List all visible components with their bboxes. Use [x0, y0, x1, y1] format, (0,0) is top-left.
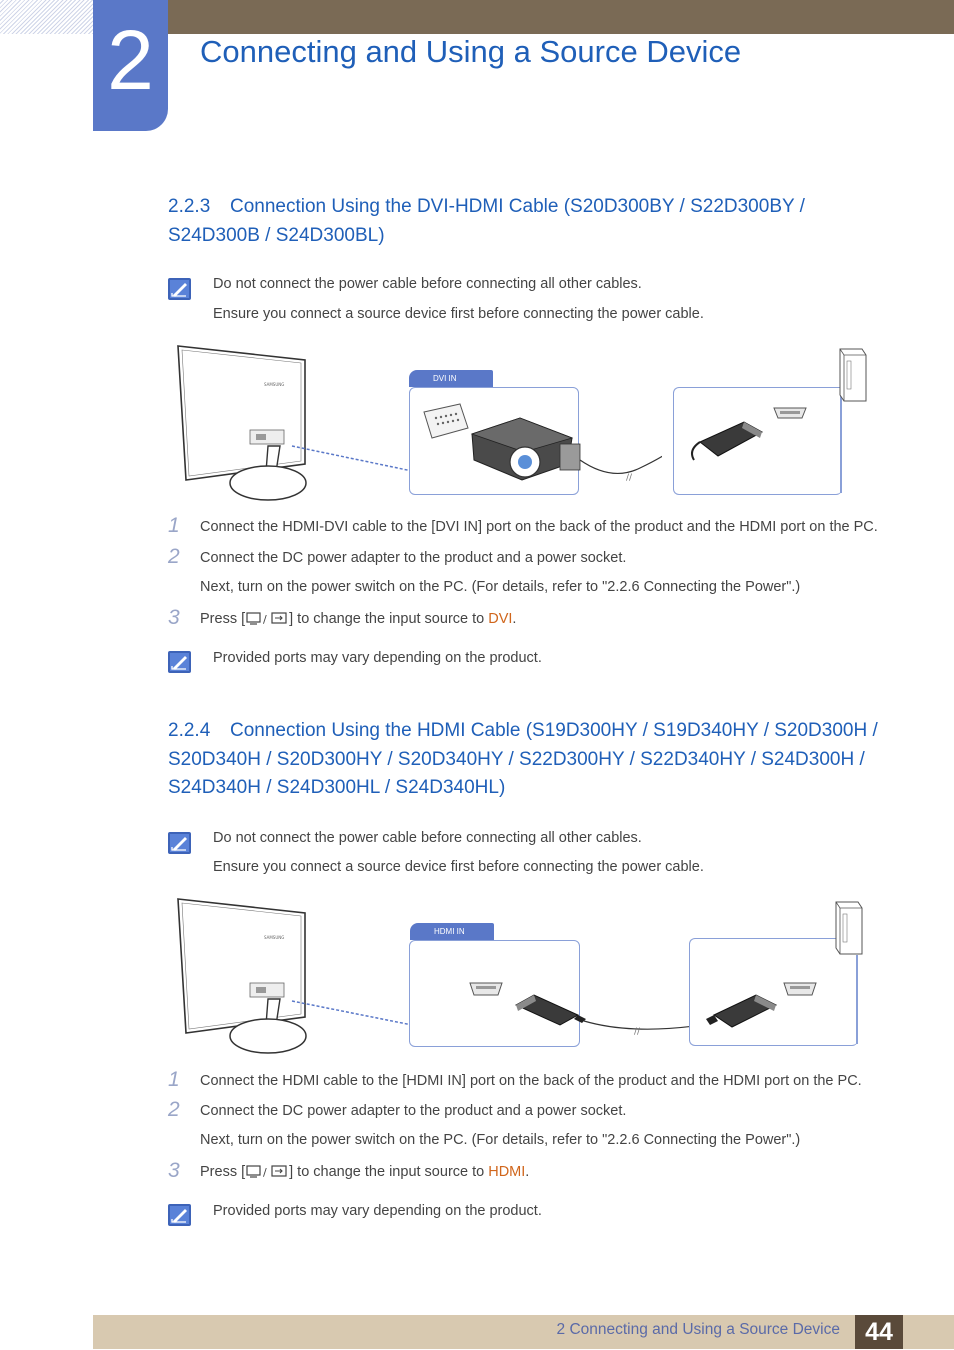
connection-dashed-line — [290, 440, 415, 475]
footer-chapter-text: 2 Connecting and Using a Source Device — [556, 1321, 840, 1338]
source-button-icon — [245, 611, 289, 626]
step-text-end: . — [525, 1164, 530, 1180]
svg-text:/: / — [263, 1166, 267, 1179]
step-subtext: Next, turn on the power switch on the PC. (For details, refer to "2.2.6 Connecting the Power".) — [200, 579, 801, 595]
note-icon — [168, 278, 191, 300]
note-text: Do not connect the power cable before connecting all other cables. — [213, 276, 642, 292]
pc-tower-illustration — [830, 900, 866, 956]
hdmi-plug-illustration — [700, 975, 825, 1035]
step-number: 3 — [168, 606, 180, 629]
step-number: 1 — [168, 514, 180, 537]
step-number: 2 — [168, 1098, 180, 1121]
note-text: Do not connect the power cable before connecting all other cables. — [213, 830, 642, 846]
connection-dashed-line — [290, 995, 415, 1030]
step-text: Connect the DC power adapter to the product and a power socket. — [200, 550, 627, 566]
section-number: 2.2.3 — [168, 196, 211, 217]
step-text: Connect the DC power adapter to the product and a power socket. — [200, 1103, 627, 1119]
section-title-text: Connection Using the DVI-HDMI Cable (S20D300BY / S22D300BY / S24D300B / S24D300BL) — [168, 196, 805, 246]
step-number: 2 — [168, 545, 180, 568]
pc-tower-illustration — [834, 347, 870, 403]
header-hatch-pattern — [0, 0, 93, 34]
pc-panel-edge — [856, 955, 858, 1044]
note-text: Provided ports may vary depending on the product. — [213, 1203, 542, 1219]
note-icon — [168, 832, 191, 854]
svg-text://: // — [626, 473, 633, 483]
chapter-title: Connecting and Using a Source Device — [200, 34, 742, 69]
step-text: Connect the HDMI-DVI cable to the [DVI IN] port on the back of the product and the HDMI port on the PC. — [200, 519, 878, 535]
step-text-suffix: ] to change the input source to — [289, 1164, 489, 1180]
port-tab-dvi-in: DVI IN — [409, 370, 493, 387]
port-tab-hdmi-in: HDMI IN — [410, 923, 494, 940]
step-subtext: Next, turn on the power switch on the PC. (For details, refer to "2.2.6 Connecting the Power".) — [200, 1132, 801, 1148]
monitor-brand-label: SAMSUNG — [264, 935, 285, 940]
input-source-hdmi: HDMI — [488, 1164, 526, 1180]
svg-text:/: / — [263, 613, 267, 626]
step-text — [200, 611, 516, 627]
step-text-prefix: Press [ — [200, 1164, 246, 1180]
section-title-2-2-3 — [168, 193, 888, 250]
step-number: 1 — [168, 1068, 180, 1091]
section-number: 2.2.4 — [168, 720, 211, 741]
hdmi-cable-illustration — [412, 955, 692, 1045]
step-text-suffix: ] to change the input source to — [289, 611, 489, 627]
note-text: Ensure you connect a source device first before connecting the power cable. — [213, 306, 704, 322]
monitor-illustration — [170, 895, 310, 1057]
section-title-2-2-4 — [168, 717, 888, 803]
monitor-brand-label: SAMSUNG — [264, 382, 285, 387]
source-button-icon — [245, 1164, 289, 1179]
note-text: Ensure you connect a source device first before connecting the power cable. — [213, 859, 704, 875]
section-title-text: Connection Using the HDMI Cable (S19D300HY / S19D340HY / S20D300H / S20D340H / S20D300HY / S20D340HY / S22D300HY / S22D340HY / S24D300H / S24D340H / S24D300HL / S24D340HL) — [168, 720, 878, 798]
step-text — [200, 1164, 529, 1180]
step-text: Connect the HDMI cable to the [HDMI IN] port on the back of the product and the HDMI port on the PC. — [200, 1073, 862, 1089]
hdmi-plug-illustration — [688, 402, 812, 468]
dvi-connector-illustration — [412, 392, 662, 492]
note-text: Provided ports may vary depending on the product. — [213, 650, 542, 666]
page-number: 44 — [855, 1315, 903, 1349]
chapter-number: 2 — [107, 13, 154, 107]
step-text-prefix: Press [ — [200, 611, 246, 627]
step-number: 3 — [168, 1159, 180, 1182]
input-source-dvi: DVI — [488, 611, 513, 627]
svg-text://: // — [634, 1027, 641, 1037]
header-bar — [168, 0, 954, 34]
note-icon — [168, 651, 191, 673]
step-text-end: . — [512, 611, 517, 627]
note-icon — [168, 1204, 191, 1226]
monitor-illustration — [170, 342, 310, 504]
